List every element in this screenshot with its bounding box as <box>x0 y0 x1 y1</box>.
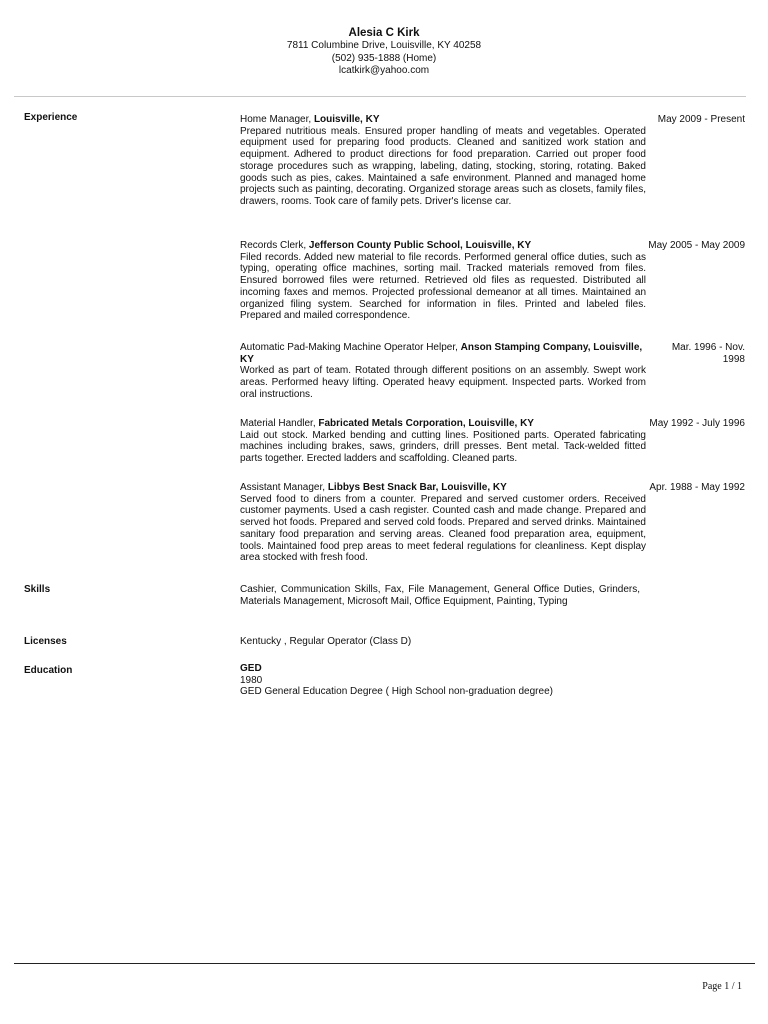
experience-title <box>240 114 646 126</box>
experience-date: Apr. 1988 - May 1992 <box>649 482 745 493</box>
experience-description: Laid out stock. Marked bending and cutting lines. Positioned parts. Operated fabricating machines including brakes, saws, grinders, drill presses. Bent metal. Tack-welded fitted parts together. Erected ladders and scaffolding. Cleaned parts. <box>240 429 646 465</box>
experience-description: Prepared nutritious meals. Ensured proper handling of meats and vegetables. Operated equipment used for preparing food products. Cleaned and sanitized work station and equipment. Adhered to product directions for food preparation. Carried out proper food storage procedures such as wrapping, labeling, dating, stocking, storing, rotating. Baked goods such as pies, cakes. Maintained a safe environment. Planned and managed home projects such as painting, decorating. Organized storage areas such as closets, family files, drawers, rooms. Took care of family pets. Driver's license car. <box>240 125 646 207</box>
section-label-education: Education <box>24 665 73 676</box>
job-position: Material Handler, <box>240 418 316 429</box>
education-year: 1980 <box>240 674 263 686</box>
experience-description: Worked as part of team. Rotated through different positions on an assembly. Swept work areas. Performed heavy lifting. Operated heavy equipment. Inspected parts. Worked from oral instructions. <box>240 365 646 400</box>
job-position: Automatic Pad-Making Machine Operator Helper, <box>240 342 458 353</box>
experience-date: May 1992 - July 1996 <box>649 418 745 429</box>
experience-title <box>240 342 646 365</box>
education-detail: GED General Education Degree ( High School non-graduation degree) <box>240 686 553 698</box>
experience-entry <box>240 482 646 564</box>
job-employer: Fabricated Metals Corporation, Louisville, KY <box>318 418 534 429</box>
experience-date: Mar. 1996 - Nov. 1998 <box>671 342 745 365</box>
section-label-licenses: Licenses <box>24 636 67 647</box>
licenses-text: Kentucky , Regular Operator (Class D) <box>240 636 412 647</box>
section-label-skills: Skills <box>24 584 51 595</box>
footer-divider <box>14 963 755 964</box>
experience-description: Served food to diners from a counter. Prepared and served customer orders. Received customer payments. Used a cash register. Counted cash and made change. Prepared and served hot foods. Prepared and served cold foods. Prepared and served drinks. Maintained sanitary food preparation and serving areas. Cleaned food preparation area, equipment, tools. Maintained food prep areas to meet federal regulations for cleanliness. Kept display area stocked with fresh food. <box>240 493 646 564</box>
job-employer: Anson Stamping Company, Louisville, KY <box>240 342 643 365</box>
experience-title <box>240 482 646 494</box>
experience-date: May 2005 - May 2009 <box>648 240 745 251</box>
experience-title <box>240 240 646 252</box>
experience-entry <box>240 418 646 465</box>
applicant-phone: (502) 935-1888 (Home) <box>331 52 437 64</box>
experience-description: Filed records. Added new material to file records. Performed general office duties, such as typing, operating office machines, sorting mail. Tracked materials removed from files. Ensured borrowed files were returned. Retrieved old files as requested. Distributed all incoming faxes and memos. Projected professional demeanor at all times. Maintained an organized filing system. Searched for information in files. Printed and labeled files. Prepared and mailed correspondence. <box>240 251 646 322</box>
experience-title <box>240 418 646 430</box>
job-employer: Libbys Best Snack Bar, Louisville, KY <box>327 482 507 493</box>
job-position: Home Manager, <box>240 114 312 125</box>
section-label-experience: Experience <box>24 112 78 123</box>
applicant-address: 7811 Columbine Drive, Louisville, KY 40258 <box>286 40 482 51</box>
job-employer: Jefferson County Public School, Louisville, KY <box>308 240 532 251</box>
experience-entry <box>240 240 646 322</box>
experience-entry <box>240 342 646 401</box>
header-divider <box>14 96 746 97</box>
experience-entry <box>240 114 646 208</box>
education-degree: GED <box>240 663 262 674</box>
job-employer: Louisville, KY <box>313 114 380 125</box>
resume-header <box>0 26 768 78</box>
education-entry <box>240 663 640 698</box>
job-position: Assistant Manager, <box>240 482 326 493</box>
job-position: Records Clerk, <box>240 240 307 251</box>
page-number: Page 1 / 1 <box>702 981 742 992</box>
applicant-name: Alesia C Kirk <box>348 27 420 39</box>
experience-date: May 2009 - Present <box>657 114 745 125</box>
skills-list: Cashier, Communication Skills, Fax, File Management, General Office Duties, Grinders, Materials Management, Microsoft Mail, Office Equipment, Painting, Typing <box>240 584 640 607</box>
applicant-email[interactable]: lcatkirk@yahoo.com <box>338 65 430 76</box>
